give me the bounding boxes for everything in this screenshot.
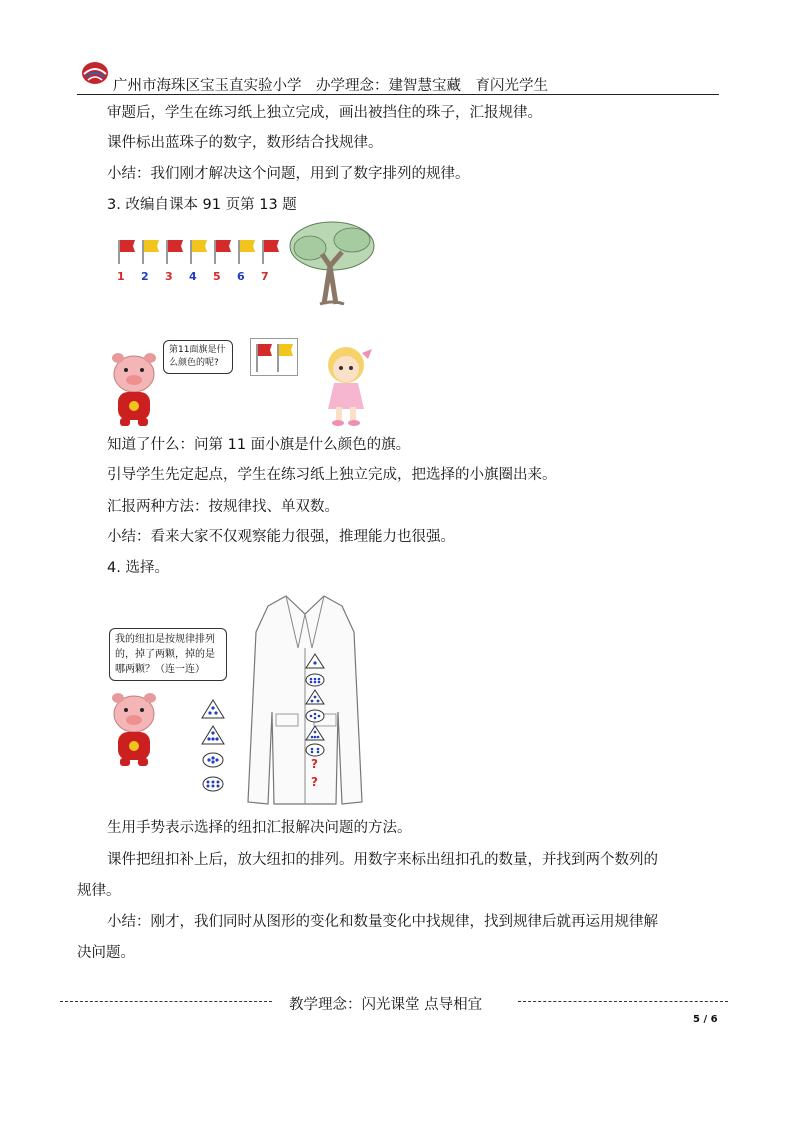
triangle-button-icon: [306, 690, 324, 704]
flag-number: 4: [189, 270, 197, 283]
school-motto: 办学理念：建智慧宝藏 育闪光学生: [316, 78, 548, 94]
triangle-button-icon: [202, 726, 224, 744]
paragraph-methods: 汇报两种方法：按规律找、单双数。: [107, 499, 339, 515]
flag-number: 6: [237, 270, 245, 283]
footer-dash-right: [518, 1001, 728, 1002]
paragraph-known: 知道了什么：问第 11 面小旗是什么颜色的旗。: [107, 437, 411, 453]
paragraph-guide: 引导学生先定起点，学生在练习纸上独立完成，把选择的小旗圈出来。: [107, 467, 557, 483]
flag-number: 7: [261, 270, 269, 283]
tree-illustration: [286, 218, 378, 306]
footer-philosophy: 教学理念：闪光课堂 点导相宜: [289, 997, 483, 1013]
section-4-heading: 4. 选择。: [107, 560, 169, 576]
triangle-button-icon: [306, 726, 324, 740]
speech-bubble-buttons: 我的纽扣是按规律排列的，掉了两颗，掉的是哪两颗？（连一连）: [109, 628, 227, 681]
coat-buttons: [304, 652, 326, 758]
school-logo: [80, 60, 110, 86]
paragraph-blue-beads: 课件标出蓝珠子的数字，数形结合找规律。: [107, 135, 383, 151]
page-number: 5 / 6: [693, 1014, 718, 1025]
oval-button-icon: [203, 777, 223, 791]
button-options: [200, 698, 226, 794]
school-name: 广州市海珠区宝玉直实验小学: [113, 78, 302, 94]
paragraph-summary-1: 小结：我们刚才解决这个问题，用到了数字排列的规律。: [107, 166, 470, 182]
flags-row: [115, 236, 287, 266]
missing-button-mark: ?: [311, 757, 318, 771]
paragraph-summary-3-cont: 决问题。: [77, 945, 135, 961]
red-yellow-flags-box: [250, 338, 298, 376]
header-text: [113, 74, 548, 95]
pig-character: [108, 350, 160, 428]
paragraph-review: 审题后，学生在练习纸上独立完成，画出被挡住的珠子，汇报规律。: [107, 105, 542, 121]
girl-character: [316, 343, 378, 427]
paragraph-summary-3: 小结：刚才，我们同时从图形的变化和数量变化中找规律，找到规律后就再运用规律解: [107, 914, 658, 930]
paragraph-summary-2: 小结：看来大家不仅观察能力很强，推理能力也很强。: [107, 529, 455, 545]
flag-number: 3: [165, 270, 173, 283]
oval-button-icon: [306, 744, 324, 756]
flag-number: 1: [117, 270, 125, 283]
paragraph-gesture: 生用手势表示选择的纽扣汇报解决问题的方法。: [107, 820, 412, 836]
oval-button-icon: [306, 710, 324, 722]
oval-button-icon: [306, 674, 324, 686]
section-3-heading: 3. 改编自课本 91 页第 13 题: [107, 197, 297, 213]
paragraph-courseware: 课件把纽扣补上后，放大纽扣的排列。用数字来标出纽扣孔的数量，并找到两个数列的: [107, 852, 658, 868]
pig-character: [108, 690, 160, 768]
paragraph-courseware-cont: 规律。: [77, 883, 121, 899]
missing-button-mark: ?: [311, 775, 318, 789]
flag-icon: [119, 240, 279, 264]
oval-button-icon: [203, 753, 223, 767]
flag-number: 2: [141, 270, 149, 283]
footer-dash-left: [60, 1001, 272, 1002]
triangle-button-icon: [306, 654, 324, 668]
header-divider: [77, 94, 719, 95]
flag-number: 5: [213, 270, 221, 283]
triangle-button-icon: [202, 700, 224, 718]
speech-bubble-flag-question: 第11面旗是什么颜色的呢?: [163, 340, 233, 374]
